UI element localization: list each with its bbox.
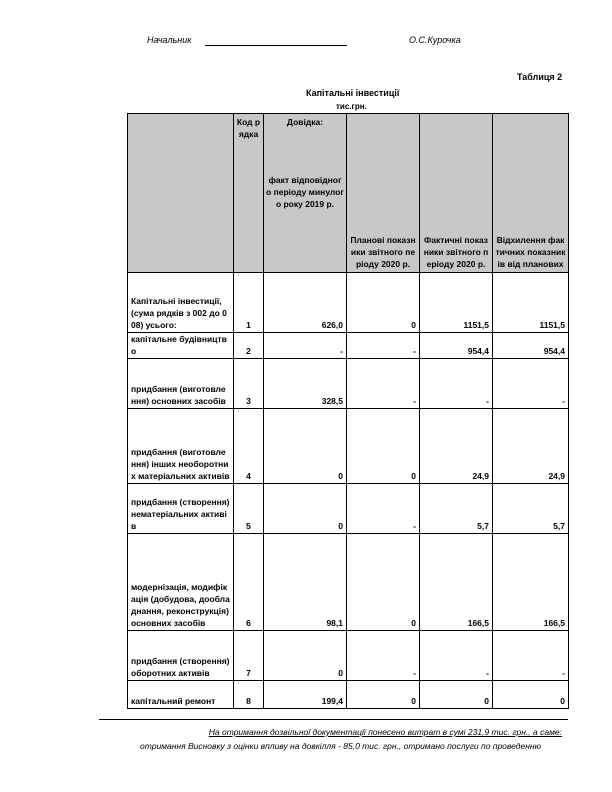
header-fact: Фактичні показники звітного періоду 2020 р. [420, 114, 493, 273]
row-code: 1 [234, 273, 264, 333]
row-fact-value: 954,4 [420, 333, 493, 359]
row-reference-value: 328,5 [264, 359, 347, 409]
header-name [128, 114, 234, 273]
header-reference-body: факт відповідного періоду минулого року 2019 р. [266, 175, 344, 209]
row-fact-value: - [420, 359, 493, 409]
table-row [128, 484, 569, 534]
row-deviation-value: 24,9 [493, 409, 569, 484]
table-row [128, 534, 569, 631]
row-name: придбання (виготовлення) основних засобів [128, 359, 234, 409]
row-deviation-value: 1151,5 [493, 273, 569, 333]
signature-position: Начальник [147, 35, 192, 45]
row-name: капітальне будівництво [128, 333, 234, 359]
header-plan: Планові показники звітного періоду 2020 р. [347, 114, 420, 273]
row-plan-value: 0 [347, 681, 420, 709]
row-reference-value: 626,0 [264, 273, 347, 333]
row-code: 4 [234, 409, 264, 484]
row-fact-value: 1151,5 [420, 273, 493, 333]
row-deviation-value: 5,7 [493, 484, 569, 534]
table-units: тис.грн. [336, 102, 367, 111]
header-row [128, 114, 569, 273]
row-code: 3 [234, 359, 264, 409]
row-deviation-value: 166,5 [493, 534, 569, 631]
row-code: 6 [234, 534, 264, 631]
row-code: 7 [234, 631, 264, 681]
row-reference-value: 0 [264, 484, 347, 534]
row-name: капітальний ремонт [128, 681, 234, 709]
row-deviation-value: - [493, 631, 569, 681]
footer-divider [99, 719, 568, 720]
row-plan-value: - [347, 333, 420, 359]
table-row [128, 409, 569, 484]
table-title: Капітальні інвестиції [306, 88, 400, 98]
table-row [128, 359, 569, 409]
row-fact-value: 5,7 [420, 484, 493, 534]
table-row [128, 333, 569, 359]
header-reference-title: Довідка: [286, 117, 324, 127]
row-reference-value: 0 [264, 409, 347, 484]
row-deviation-value: 954,4 [493, 333, 569, 359]
note-line-1: На отримання дозвільної документації понесено витрат в сумі 231,9 тис. грн., а саме: [208, 727, 562, 737]
row-plan-value: - [347, 631, 420, 681]
row-plan-value: 0 [347, 409, 420, 484]
signature-name: О.С.Курочка [409, 35, 461, 45]
row-plan-value: - [347, 484, 420, 534]
row-fact-value: 166,5 [420, 534, 493, 631]
table-number: Таблиця 2 [517, 72, 563, 82]
row-name: придбання (створення) нематеріальних активів [128, 484, 234, 534]
header-reference [264, 114, 347, 273]
row-code: 5 [234, 484, 264, 534]
header-deviation: Відхилення фактичних показників від планових [493, 114, 569, 273]
row-plan-value: 0 [347, 534, 420, 631]
capital-investments-table [127, 113, 569, 709]
note-line-2: отримання Висновку з оцінки впливу на довкілля - 85,0 тис. грн., отримано послуги по проведенню [140, 741, 541, 751]
row-name: придбання (створення) оборотних активів [128, 631, 234, 681]
header-code: Код рядка [234, 114, 264, 273]
row-fact-value: 24,9 [420, 409, 493, 484]
table-row [128, 273, 569, 333]
row-name: придбання (виготовлення) інших необоротних матеріальних активів [128, 409, 234, 484]
signature-row [0, 35, 612, 49]
row-name: модернізація, модифікація (добудова, дообладнання, реконструкція) основних засобів [128, 534, 234, 631]
row-reference-value: 0 [264, 631, 347, 681]
row-reference-value: - [264, 333, 347, 359]
row-fact-value: 0 [420, 681, 493, 709]
row-reference-value: 98,1 [264, 534, 347, 631]
table-row [128, 631, 569, 681]
signature-line [205, 45, 347, 46]
row-deviation-value: - [493, 359, 569, 409]
table-row [128, 681, 569, 709]
row-plan-value: 0 [347, 273, 420, 333]
row-code: 2 [234, 333, 264, 359]
row-reference-value: 199,4 [264, 681, 347, 709]
row-deviation-value: 0 [493, 681, 569, 709]
row-code: 8 [234, 681, 264, 709]
row-plan-value: - [347, 359, 420, 409]
row-name: Капітальні інвестиції, (сума рядків з 002 до 008) усього: [128, 273, 234, 333]
row-fact-value: - [420, 631, 493, 681]
